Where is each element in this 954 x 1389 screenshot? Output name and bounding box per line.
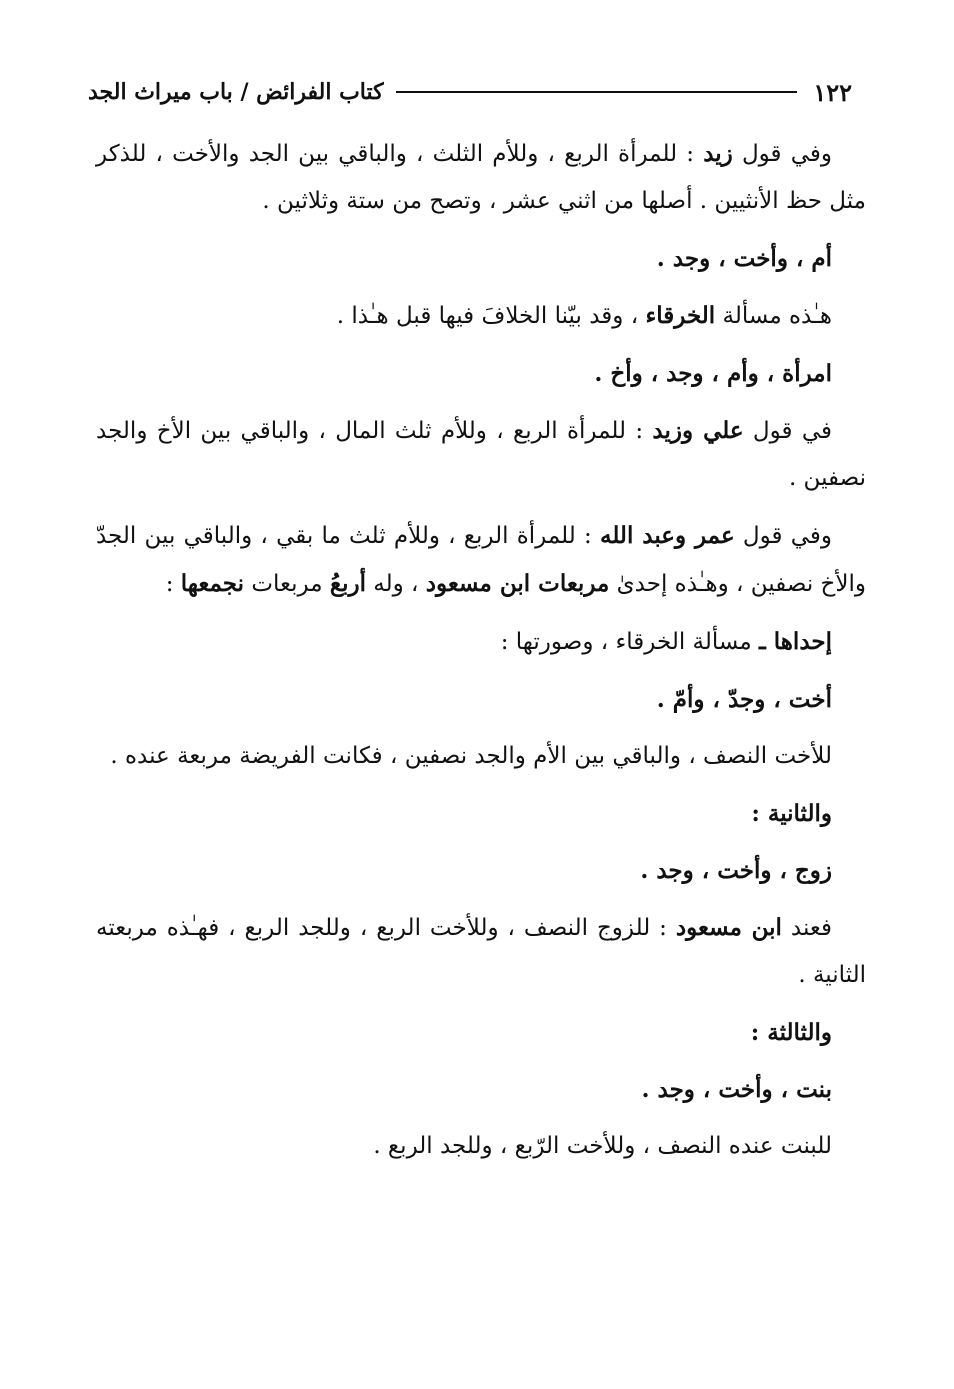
paragraph: في قول علي وزيد : للمرأة الربع ، وللأم ثلث المال ، والباقي بين الأخ والجد نصفين . — [96, 417, 866, 491]
paragraph: هـٰذه مسألة الخرقاء ، وقد بيّنا الخلافَ فيها قبل هـٰذا . — [336, 302, 832, 329]
case-heading: أخت ، وجدّ ، وأمّ . — [656, 686, 832, 713]
section-heading: والثالثة : — [750, 1019, 832, 1046]
paragraph: للأخت النصف ، والباقي بين الأم والجد نصفين ، فكانت الفريضة مربعة عنده . — [110, 743, 832, 769]
section-heading: والثانية : — [751, 800, 832, 827]
paragraph: إحداها ـ مسألة الخرقاء ، وصورتها : — [500, 628, 832, 655]
case-heading: بنت ، وأخت ، وجد . — [641, 1076, 832, 1103]
case-heading: أم ، وأخت ، وجد . — [656, 245, 832, 272]
case-heading: امرأة ، وأم ، وجد ، وأخ . — [594, 360, 832, 387]
page-number: ١٢٢ — [813, 77, 852, 107]
page-body — [96, 130, 866, 1180]
paragraph: للبنت عنده النصف ، وللأخت الرّبع ، وللجد الربع . — [373, 1133, 832, 1159]
header-title: كتاب الفرائض / باب ميراث الجد — [88, 79, 384, 105]
paragraph: وفي قول عمر وعبد الله : للمرأة الربع ، وللأم ثلث ما بقي ، والباقي بين الجدّ والأخ نصفين ، وهـٰذه إحدىٰ مربعات ابن مسعود ، وله أربعُ مربعات نجمعها : — [96, 522, 866, 597]
case-heading: زوج ، وأخت ، وجد . — [640, 857, 832, 884]
paragraph: وفي قول زيد : للمرأة الربع ، وللأم الثلث ، والباقي بين الجد والأخت ، للذكر مثل حظ الأنثيين . أصلها من اثني عشر ، وتصح من ستة وثلاثين . — [96, 140, 866, 214]
paragraph: فعند ابن مسعود : للزوج النصف ، وللأخت الربع ، وللجد الربع ، فهـٰذه مربعته الثانية . — [96, 914, 866, 988]
running-header — [88, 72, 852, 112]
header-rule — [396, 91, 798, 93]
